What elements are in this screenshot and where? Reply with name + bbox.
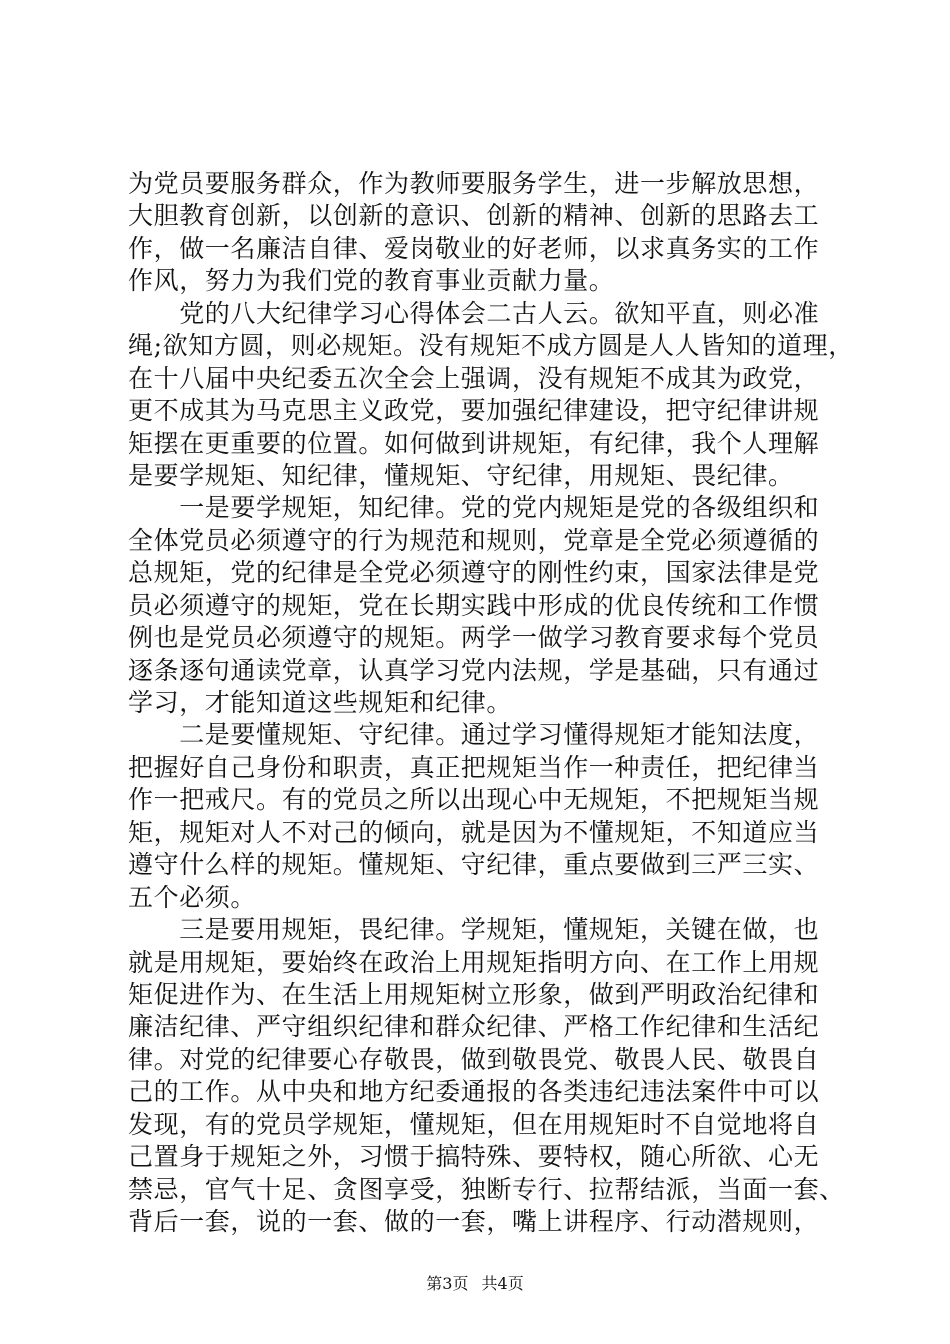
text-line: 发现，有的党员学规矩，懂规矩，但在用规矩时不自觉地将自 bbox=[128, 1109, 820, 1139]
text-line: 作，做一名廉洁自律、爱岗敬业的好老师，以求真务实的工作 bbox=[128, 233, 820, 263]
text-line: 禁忌，官气十足、贪图享受，独断专行、拉帮结派，当面一套、 bbox=[128, 1174, 845, 1204]
text-line: 党的八大纪律学习心得体会二古人云。欲知平直，则必准 bbox=[128, 298, 820, 328]
text-line: 五个必须。 bbox=[128, 882, 257, 912]
text-line: 遵守什么样的规矩。懂规矩、守纪律，重点要做到三严三实、 bbox=[128, 850, 820, 880]
text-line: 己置身于规矩之外，习惯于搞特殊、要特权，随心所欲、心无 bbox=[128, 1142, 820, 1172]
text-line: 就是用规矩，要始终在政治上用规矩指明方向、在工作上用规 bbox=[128, 947, 820, 977]
text-line: 三是要用规矩，畏纪律。学规矩，懂规矩，关键在做，也 bbox=[128, 915, 820, 945]
text-line: 大胆教育创新，以创新的意识、创新的精神、创新的思路去工 bbox=[128, 201, 820, 231]
text-line: 矩摆在更重要的位置。如何做到讲规矩，有纪律，我个人理解 bbox=[128, 428, 820, 458]
document-body bbox=[128, 168, 854, 1238]
text-line: 廉洁纪律、严守组织纪律和群众纪律、严格工作纪律和生活纪 bbox=[128, 1012, 820, 1042]
text-line: 员必须遵守的规矩，党在长期实践中形成的优良传统和工作惯 bbox=[128, 590, 820, 620]
text-line: 二是要懂规矩、守纪律。通过学习懂得规矩才能知法度， bbox=[128, 720, 820, 750]
text-line: 全体党员必须遵守的行为规范和规则，党章是全党必须遵循的 bbox=[128, 525, 820, 555]
text-line: 己的工作。从中央和地方纪委通报的各类违纪违法案件中可以 bbox=[128, 1077, 820, 1107]
text-line: 学习，才能知道这些规矩和纪律。 bbox=[128, 688, 513, 717]
page-number: 第3页 bbox=[426, 1274, 469, 1293]
text-line: 背后一套，说的一套、做的一套，嘴上讲程序、行动潜规则， bbox=[128, 1207, 820, 1236]
page-footer bbox=[0, 1273, 950, 1295]
text-line: 律。对党的纪律要心存敬畏，做到敬畏党、敬畏人民、敬畏自 bbox=[128, 1044, 820, 1074]
text-line: 矩促进作为、在生活上用规矩树立形象，做到严明政治纪律和 bbox=[128, 979, 820, 1009]
text-line: 矩，规矩对人不对己的倾向，就是因为不懂规矩，不知道应当 bbox=[128, 817, 820, 847]
text-line: 把握好自己身份和职责，真正把规矩当作一种责任，把纪律当 bbox=[128, 752, 820, 782]
text-line: 例也是党员必须遵守的规矩。两学一做学习教育要求每个党员 bbox=[128, 623, 820, 653]
text-line: 为党员要服务群众，作为教师要服务学生，进一步解放思想， bbox=[128, 169, 820, 198]
page-total: 共4页 bbox=[481, 1274, 524, 1293]
text-line: 一是要学规矩，知纪律。党的党内规矩是党的各级组织和 bbox=[128, 493, 820, 523]
text-line: 总规矩，党的纪律是全党必须遵守的刚性约束，国家法律是党 bbox=[128, 558, 820, 588]
text-line: 作风，努力为我们党的教育事业贡献力量。 bbox=[128, 266, 615, 296]
text-line: 在十八届中央纪委五次全会上强调，没有规矩不成其为政党， bbox=[128, 363, 820, 393]
text-line: 逐条逐句通读党章，认真学习党内法规，学是基础，只有通过 bbox=[128, 655, 820, 685]
text-line: 绳;欲知方圆，则必规矩。没有规矩不成方圆是人人皆知的道理， bbox=[128, 331, 854, 361]
text-line: 更不成其为马克思主义政党，要加强纪律建设，把守纪律讲规 bbox=[128, 396, 820, 426]
text-line: 作一把戒尺。有的党员之所以出现心中无规矩，不把规矩当规 bbox=[128, 785, 820, 815]
text-line: 是要学规矩、知纪律，懂规矩、守纪律，用规矩、畏纪律。 bbox=[128, 460, 794, 490]
